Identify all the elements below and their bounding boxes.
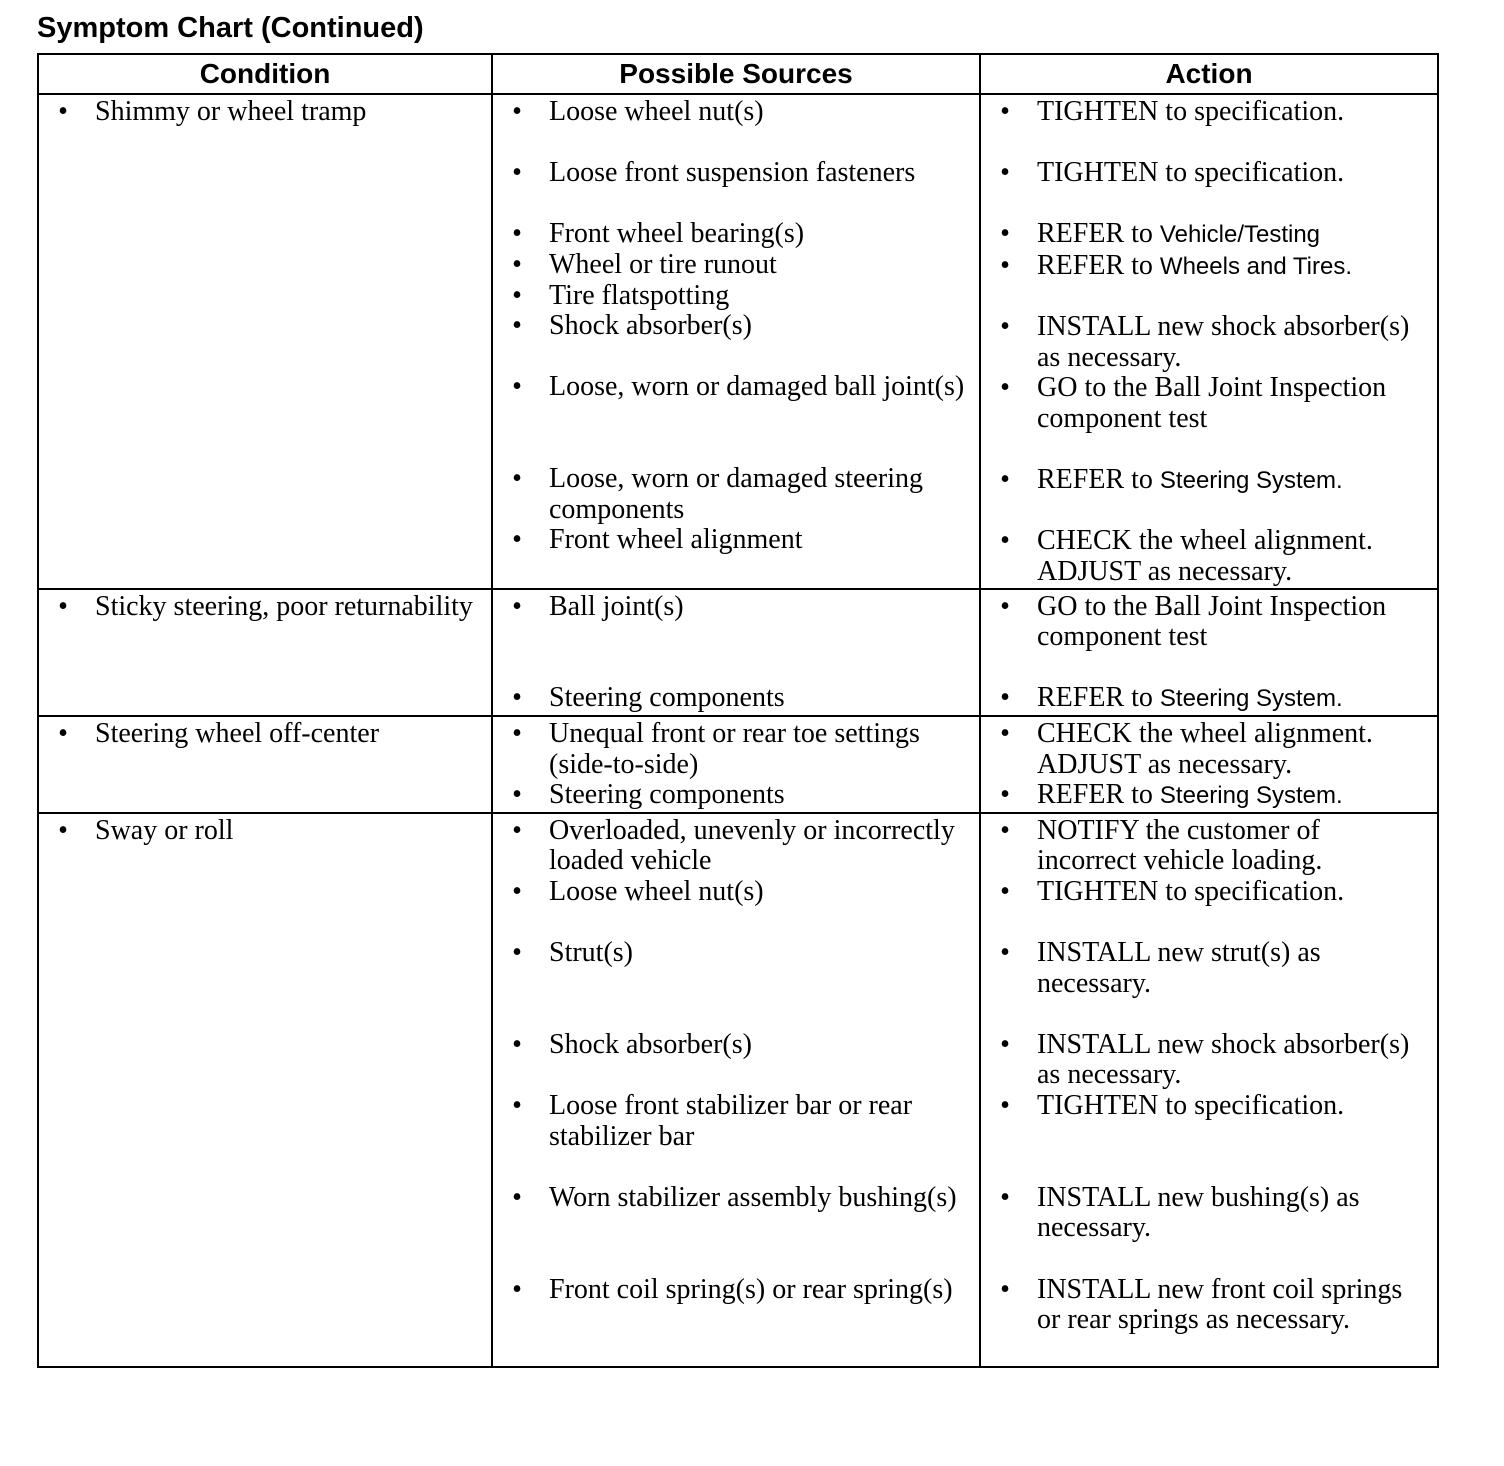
condition-item [39, 592, 491, 623]
source-item-text: Front wheel alignment [549, 524, 803, 556]
bullet-icon: • [512, 937, 522, 969]
action-item-text: REFER to [1037, 464, 1160, 496]
bullet-icon: • [512, 1028, 522, 1060]
reference-link: Steering System [1159, 782, 1336, 810]
source-item-text: Shock absorber(s) [549, 310, 752, 342]
bullet-icon: • [1000, 875, 1010, 907]
action-item [981, 1030, 1437, 1091]
source-item-text: Wheel or tire runout [549, 248, 777, 280]
bullet-icon: • [1000, 1181, 1010, 1213]
source-item [493, 311, 979, 372]
bullet-icon: • [512, 814, 522, 846]
condition-cell [38, 716, 492, 813]
bullet-icon: • [1000, 249, 1010, 281]
source-item [493, 525, 979, 586]
reference-link: Steering System [1159, 467, 1336, 495]
source-item-text: Worn stabilizer assembly bushing(s) [549, 1181, 957, 1213]
reference-link: Steering System [1159, 685, 1336, 713]
bullet-icon: • [1000, 218, 1010, 250]
action-item [981, 158, 1437, 219]
bullet-icon: • [1000, 372, 1010, 404]
table-row [38, 94, 1438, 589]
source-item-text: Overloaded, unevenly or incorrectly loaded vehicle [549, 814, 955, 877]
bullet-icon: • [1000, 814, 1010, 846]
bullet-icon: • [512, 463, 522, 495]
bullet-icon: • [512, 310, 522, 342]
action-item-text: GO to the Ball Joint Inspection component test [1037, 590, 1387, 653]
bullet-icon: • [1000, 1028, 1010, 1060]
bullet-icon: • [1000, 717, 1010, 749]
bullet-icon: • [1000, 464, 1010, 496]
bullet-icon: • [512, 371, 522, 403]
source-item [493, 464, 979, 525]
source-item [493, 592, 979, 684]
bullet-icon: • [1000, 525, 1010, 557]
bullet-icon: • [1000, 96, 1010, 127]
source-item-text: Strut(s) [549, 937, 633, 969]
condition-item-text: Steering wheel off-center [95, 717, 380, 749]
action-item-text: INSTALL new shock absorber(s) as necessary. [1037, 311, 1410, 373]
action-item [981, 251, 1437, 312]
action-cell [980, 716, 1438, 813]
bullet-icon: • [1000, 779, 1010, 811]
bullet-icon: • [1000, 590, 1010, 622]
bullet-icon: • [512, 590, 522, 622]
bullet-icon: • [1000, 1273, 1010, 1305]
source-item-text: Unequal front or rear toe settings (side-to-side) [549, 717, 920, 780]
source-item [493, 780, 979, 811]
condition-cell [38, 813, 492, 1368]
bullet-icon: • [58, 590, 68, 622]
bullet-icon: • [1000, 157, 1010, 189]
action-item-text: REFER to [1037, 779, 1160, 811]
source-item-text: Shock absorber(s) [549, 1028, 752, 1060]
bullet-icon: • [58, 717, 68, 749]
bullet-icon: • [58, 96, 68, 127]
condition-header: Condition [38, 54, 492, 94]
source-item-text: Loose, worn or damaged steering components [549, 463, 923, 525]
source-item-text: Steering components [549, 682, 785, 714]
bullet-icon: • [512, 248, 522, 280]
source-item [493, 719, 979, 780]
action-item [981, 719, 1437, 780]
reference-link: Vehicle/Testing [1159, 221, 1321, 249]
source-item-text: Tire flatspotting [549, 279, 730, 311]
action-item [981, 312, 1437, 373]
condition-item-text: Shimmy or wheel tramp [95, 96, 367, 127]
bullet-icon: • [512, 279, 522, 311]
action-item-text: REFER to [1037, 249, 1160, 281]
action-item [981, 526, 1437, 587]
source-item [493, 1030, 979, 1091]
table-body [38, 94, 1438, 1367]
action-item-text: NOTIFY the customer of incorrect vehicle loading. [1037, 814, 1323, 877]
condition-item-text: Sticky steering, poor returnability [95, 590, 473, 622]
condition-item [39, 97, 491, 128]
bullet-icon: • [1000, 682, 1010, 714]
possible-sources-cell [492, 94, 980, 589]
source-item [493, 683, 979, 714]
source-item [493, 372, 979, 464]
action-item-text: CHECK the wheel alignment. ADJUST as necessary. [1037, 717, 1373, 780]
source-item-text: Loose wheel nut(s) [549, 875, 764, 907]
source-item-text: Loose front suspension fasteners [549, 157, 916, 189]
source-item [493, 97, 979, 158]
action-item [981, 1183, 1437, 1275]
source-item [493, 1091, 979, 1183]
source-item-text: Ball joint(s) [549, 590, 684, 622]
symptom-table [37, 53, 1439, 1368]
reference-punctuation: . [1336, 467, 1343, 495]
table-row [38, 589, 1438, 716]
bullet-icon: • [512, 779, 522, 811]
source-item [493, 219, 979, 250]
condition-cell [38, 589, 492, 716]
reference-punctuation: . [1336, 685, 1343, 713]
table-row [38, 716, 1438, 813]
action-item-text: TIGHTEN to specification. [1037, 157, 1345, 189]
action-item [981, 683, 1437, 715]
bullet-icon: • [512, 218, 522, 250]
possible-sources-cell [492, 716, 980, 813]
bullet-icon: • [512, 157, 522, 189]
action-item [981, 97, 1437, 158]
page-title: Symptom Chart (Continued) [37, 12, 424, 44]
action-item [981, 465, 1437, 526]
reference-link: Wheels and Tires [1159, 252, 1346, 280]
condition-item [39, 816, 491, 847]
bullet-icon: • [58, 814, 68, 846]
action-item [981, 877, 1437, 938]
action-item-text: REFER to [1037, 682, 1160, 714]
source-item [493, 938, 979, 1030]
action-item [981, 816, 1437, 877]
source-item [493, 1275, 979, 1367]
condition-cell [38, 94, 492, 589]
action-item-text: TIGHTEN to specification. [1037, 96, 1345, 127]
reference-punctuation: . [1345, 252, 1353, 280]
bullet-icon: • [1000, 937, 1010, 969]
source-item-text: Front wheel bearing(s) [549, 218, 805, 250]
source-item-text: Front coil spring(s) or rear spring(s) [549, 1273, 953, 1305]
bullet-icon: • [512, 524, 522, 556]
action-item-text: INSTALL new strut(s) as necessary. [1037, 937, 1321, 999]
possible-sources-cell [492, 589, 980, 716]
action-cell [980, 94, 1438, 589]
source-item-text: Loose front stabilizer bar or rear stabilizer bar [549, 1090, 913, 1152]
source-item [493, 1183, 979, 1275]
action-item [981, 592, 1437, 684]
source-item [493, 816, 979, 877]
action-item [981, 1091, 1437, 1183]
action-item [981, 780, 1437, 812]
condition-item-text: Sway or roll [95, 814, 234, 846]
source-item-text: Loose wheel nut(s) [549, 96, 764, 127]
action-item-text: INSTALL new front coil springs or rear springs as necessary. [1037, 1273, 1403, 1336]
possible-sources-header: Possible Sources [492, 54, 980, 94]
reference-punctuation: . [1336, 782, 1343, 810]
action-item-text: TIGHTEN to specification. [1037, 875, 1345, 907]
source-item-text: Steering components [549, 779, 785, 811]
action-item-text: REFER to [1037, 218, 1160, 250]
source-item [493, 281, 979, 312]
bullet-icon: • [512, 682, 522, 714]
table-row [38, 813, 1438, 1368]
bullet-icon: • [1000, 1090, 1010, 1122]
bullet-icon: • [512, 717, 522, 749]
action-header: Action [980, 54, 1438, 94]
action-item-text: TIGHTEN to specification. [1037, 1090, 1345, 1122]
action-item [981, 1275, 1437, 1367]
action-item-text: CHECK the wheel alignment. ADJUST as necessary. [1037, 525, 1373, 587]
possible-sources-cell [492, 813, 980, 1368]
table-header-row [38, 54, 1438, 94]
bullet-icon: • [512, 1273, 522, 1305]
action-item-text: INSTALL new bushing(s) as necessary. [1037, 1181, 1360, 1244]
bullet-icon: • [512, 875, 522, 907]
source-item [493, 250, 979, 281]
source-item [493, 158, 979, 219]
bullet-icon: • [512, 96, 522, 127]
condition-item [39, 719, 491, 750]
bullet-icon: • [512, 1181, 522, 1213]
bullet-icon: • [1000, 311, 1010, 343]
action-item-text: GO to the Ball Joint Inspection component test [1037, 372, 1387, 434]
action-item [981, 219, 1437, 251]
action-cell [980, 589, 1438, 716]
action-item [981, 938, 1437, 1030]
bullet-icon: • [512, 1090, 522, 1122]
action-cell [980, 813, 1438, 1368]
source-item [493, 877, 979, 938]
action-item-text: INSTALL new shock absorber(s) as necessary. [1037, 1028, 1410, 1091]
source-item-text: Loose, worn or damaged ball joint(s) [549, 371, 965, 403]
action-item [981, 373, 1437, 465]
